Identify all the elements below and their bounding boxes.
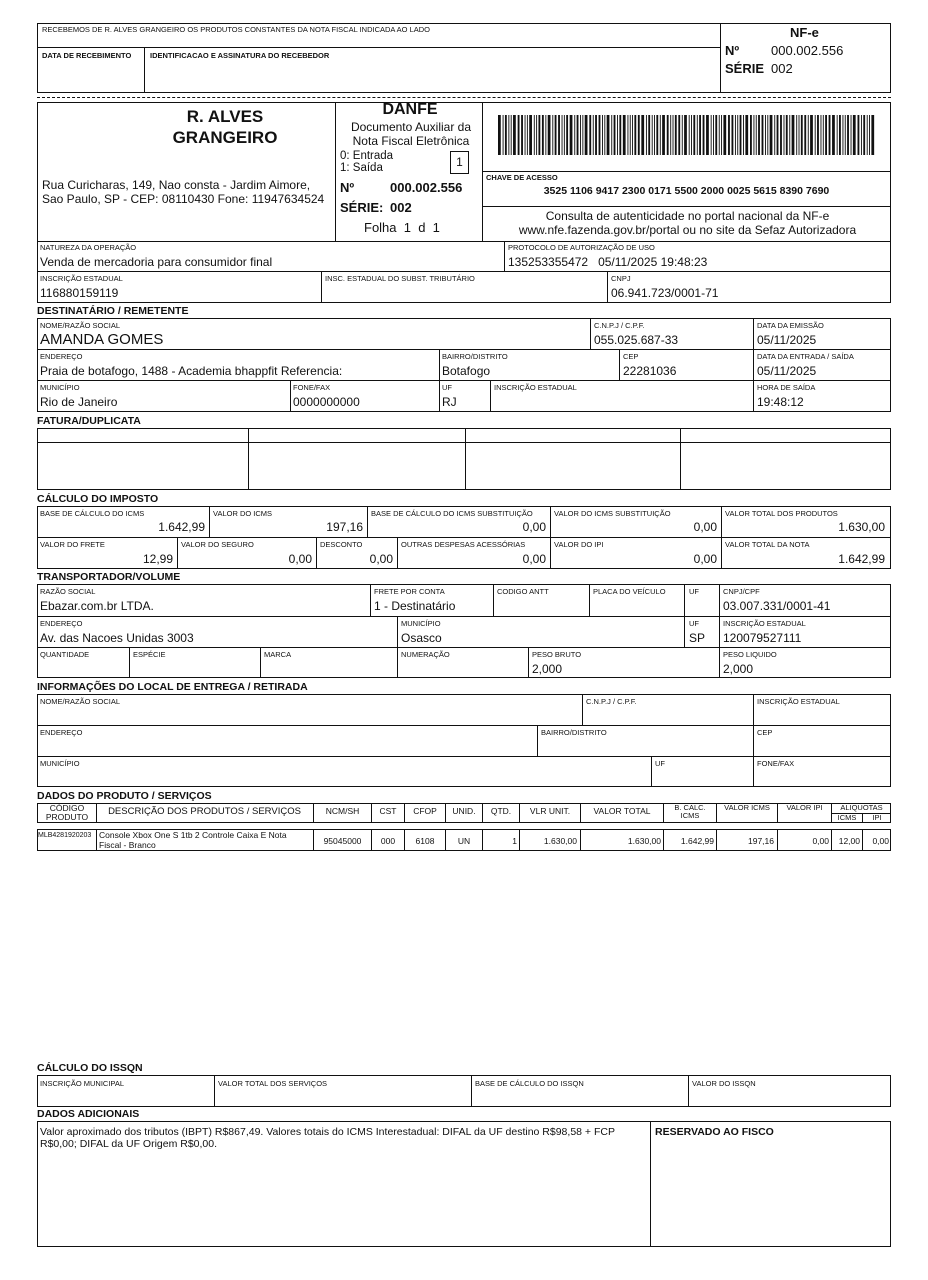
- barcode-bar: [678, 115, 680, 155]
- barcode-bar: [589, 115, 591, 155]
- barcode-bar: [654, 115, 655, 155]
- total: 1.642,99: [838, 552, 885, 566]
- barcode-bar: [837, 115, 838, 155]
- ent-cep-label: CEP: [757, 728, 773, 737]
- dest-uf-label: UF: [442, 383, 452, 392]
- barcode-bar: [799, 115, 800, 155]
- protocolo-label: PROTOCOLO DE AUTORIZAÇÃO DE USO: [508, 243, 655, 252]
- barcode-bar: [762, 115, 764, 155]
- canhoto-numero-label: Nº: [725, 43, 740, 58]
- th-vunit: VLR UNIT.: [529, 806, 571, 816]
- barcode-bar: [711, 115, 712, 155]
- operacao-box: [37, 241, 891, 303]
- barcode-bar: [737, 115, 738, 155]
- dest-municipio-label: MUNICÍPIO: [40, 383, 80, 392]
- td-vunit: 1.630,00: [543, 836, 577, 846]
- bc-st: 0,00: [522, 520, 546, 534]
- barcode-bar: [753, 115, 754, 155]
- th-descricao: DESCRIÇÃO DOS PRODUTOS / SERVIÇOS: [108, 806, 301, 817]
- ie-label: INSCRIÇÃO ESTADUAL: [40, 274, 123, 283]
- tr-marca-label: MARCA: [264, 650, 292, 659]
- tr-razao-label: RAZÃO SOCIAL: [40, 587, 96, 596]
- dest-cep-label: CEP: [623, 352, 639, 361]
- barcode-bar: [521, 115, 523, 155]
- barcode-bar: [706, 115, 709, 155]
- dest-nome-label: NOME/RAZÃO SOCIAL: [40, 321, 121, 330]
- barcode-bar: [693, 115, 695, 155]
- tr-municipio: Osasco: [401, 631, 442, 645]
- barcode-bar: [682, 115, 683, 155]
- tr-endereco-label: ENDEREÇO: [40, 619, 83, 628]
- barcode-bar: [667, 115, 669, 155]
- natureza-label: NATUREZA DA OPERAÇÃO: [40, 243, 137, 252]
- barcode-bar: [505, 115, 507, 155]
- dest-fone: 0000000000: [293, 395, 360, 409]
- v-prod: 1.630,00: [838, 520, 885, 534]
- chave-value: 3525 1106 9417 2300 0171 5500 2000 0025 5615 8390 7690: [543, 185, 830, 197]
- barcode-bar: [638, 115, 640, 155]
- barcode-bar: [527, 115, 528, 155]
- reservado-fisco: RESERVADO AO FISCO: [655, 1126, 774, 1138]
- ent-uf-label: UF: [655, 759, 665, 768]
- barcode-bar: [815, 115, 816, 155]
- danfe-title: DANFE: [382, 101, 438, 118]
- ie-st-label: INSC. ESTADUAL DO SUBST. TRIBUTÁRIO: [325, 274, 475, 283]
- barcode-bar: [611, 115, 612, 155]
- dest-ie-label: INSCRIÇÃO ESTADUAL: [494, 383, 577, 392]
- barcode-bar: [684, 115, 687, 155]
- td-vtotal: 1.630,00: [627, 836, 661, 846]
- tr-antt-label: CODIGO ANTT: [497, 587, 549, 596]
- v-icms: 197,16: [326, 520, 363, 534]
- barcode-bar: [867, 115, 868, 155]
- barcode-bar: [839, 115, 841, 155]
- tr-especie-label: ESPÉCIE: [133, 650, 166, 659]
- barcode-bar: [829, 115, 831, 155]
- barcode-bar: [508, 115, 509, 155]
- barcode-bar: [542, 115, 544, 155]
- td-descricao: Console Xbox One S 1tb 2 Controle Caixa E Nota Fiscal - Branco: [99, 830, 287, 850]
- barcode-bar: [786, 115, 788, 155]
- bc-icms-label: BASE DE CÁLCULO DO ICMS: [40, 509, 145, 518]
- barcode-bar: [648, 115, 650, 155]
- fatura-box: [37, 428, 891, 490]
- th-ncm: NCM/SH: [325, 806, 360, 816]
- barcode-bar: [595, 115, 597, 155]
- danfe-entrada: 0: Entrada: [340, 150, 394, 162]
- dest-entrada-saida: 05/11/2025: [757, 364, 817, 378]
- dest-emissao: 05/11/2025: [757, 333, 817, 347]
- td-cst: 000: [380, 836, 396, 846]
- tr-peso-liquido-label: PESO LIQUIDO: [723, 650, 777, 659]
- outras: 0,00: [522, 552, 546, 566]
- barcode-bar: [796, 115, 797, 155]
- tr-razao: Ebazar.com.br LTDA.: [40, 599, 154, 613]
- dest-hora-label: HORA DE SAÍDA: [757, 383, 816, 392]
- destinatario-section: DESTINATÁRIO / REMETENTE: [37, 305, 189, 317]
- barcode-bar: [607, 115, 610, 155]
- consulta-text: Consulta de autenticidade no portal nacional da NF-e www.nfe.fazenda.gov.br/portal ou no site da Sefaz Autorizadora: [518, 209, 857, 237]
- dest-uf: RJ: [442, 395, 457, 409]
- barcode-bar: [721, 115, 722, 155]
- tr-peso-bruto: 2,000: [532, 662, 563, 676]
- ipi-label: VALOR DO IPI: [554, 540, 604, 549]
- v-st: 0,00: [693, 520, 717, 534]
- barcode-bar: [503, 115, 504, 155]
- barcode-bar: [847, 115, 849, 155]
- issqn-section: CÁLCULO DO ISSQN: [37, 1062, 143, 1074]
- danfe-numero-label: Nº: [340, 180, 355, 195]
- barcode-bar: [728, 115, 730, 155]
- barcode-bar: [715, 115, 717, 155]
- canhoto-serie: 002: [771, 61, 793, 76]
- barcode-bar: [703, 115, 705, 155]
- tr-peso-bruto-label: PESO BRUTO: [532, 650, 582, 659]
- tr-municipio-label: MUNICÍPIO: [401, 619, 441, 628]
- issqn-vserv-label: VALOR TOTAL DOS SERVIÇOS: [218, 1079, 328, 1088]
- dest-endereco-label: ENDEREÇO: [40, 352, 83, 361]
- barcode-bar: [662, 115, 665, 155]
- barcode-bar: [570, 115, 573, 155]
- dest-cep: 22281036: [623, 364, 677, 378]
- barcode-bar: [632, 115, 633, 155]
- th-vipi: VALOR IPI: [786, 803, 823, 812]
- tr-cnpj: 03.007.331/0001-41: [723, 599, 831, 613]
- canhoto-recebemos: RECEBEMOS DE R. ALVES GRANGEIRO OS PRODUTOS CONSTANTES DA NOTA FISCAL INDICADA AO LADO: [42, 25, 431, 34]
- barcode-bar: [863, 115, 865, 155]
- danfe-saida: 1: Saída: [340, 162, 383, 174]
- cnpj-value: 06.941.723/0001-71: [611, 286, 719, 300]
- ent-ie-label: INSCRIÇÃO ESTADUAL: [757, 697, 840, 706]
- barcode-bar: [577, 115, 579, 155]
- issqn-box: [37, 1075, 891, 1107]
- barcode-bar: [548, 115, 551, 155]
- canhoto-numero: 000.002.556: [771, 43, 844, 58]
- tr-endereco: Av. das Nacoes Unidas 3003: [40, 631, 194, 645]
- ent-fone-label: FONE/FAX: [757, 759, 795, 768]
- barcode-bar: [656, 115, 658, 155]
- barcode-bar: [580, 115, 581, 155]
- barcode-bar: [673, 115, 674, 155]
- barcode-bar: [599, 115, 601, 155]
- adicionais-section: DADOS ADICIONAIS: [37, 1108, 140, 1120]
- dest-entrada-saida-label: DATA DA ENTRADA / SAÍDA: [757, 352, 854, 361]
- ent-nome-label: NOME/RAZÃO SOCIAL: [40, 697, 121, 706]
- canhoto-serie-label: SÉRIE: [725, 61, 765, 76]
- barcode-bar: [832, 115, 835, 155]
- tr-ie-label: INSCRIÇÃO ESTADUAL: [723, 619, 806, 628]
- barcode-bar: [789, 115, 790, 155]
- barcode-bar: [627, 115, 628, 155]
- produtos-section: DADOS DO PRODUTO / SERVIÇOS: [37, 790, 212, 802]
- dest-cpf: 055.025.687-33: [594, 333, 679, 347]
- dest-hora: 19:48:12: [757, 395, 804, 409]
- barcode-bar: [817, 115, 819, 155]
- barcode-bar: [758, 115, 760, 155]
- barcode-bar: [732, 115, 734, 155]
- desconto-label: DESCONTO: [320, 540, 363, 549]
- barcode-bar: [641, 115, 644, 155]
- barcode-bar: [511, 115, 512, 155]
- barcode-bar: [498, 115, 501, 155]
- barcode-bar: [558, 115, 560, 155]
- identificacao-label: IDENTIFICACAO E ASSINATURA DO RECEBEDOR: [150, 51, 330, 60]
- barcode-bar: [780, 115, 782, 155]
- barcode-bar: [691, 115, 692, 155]
- barcode-bar: [564, 115, 565, 155]
- th-bc: B. CALC. ICMS: [674, 803, 706, 820]
- frete-label: VALOR DO FRETE: [40, 540, 105, 549]
- dest-cpf-label: C.N.P.J / C.P.F.: [594, 321, 645, 330]
- barcode-bar: [646, 115, 647, 155]
- tr-ie: 120079527111: [723, 631, 802, 645]
- barcode-bar: [743, 115, 744, 155]
- barcode-bar: [808, 115, 809, 155]
- tr-numeracao-label: NUMERAÇÃO: [401, 650, 450, 659]
- barcode-bar: [777, 115, 779, 155]
- barcode-bar: [825, 115, 827, 155]
- barcode-bar: [765, 115, 766, 155]
- issqn-bc-label: BASE DE CÁLCULO DO ISSQN: [475, 1079, 584, 1088]
- danfe-numero: 000.002.556: [390, 180, 463, 195]
- danfe-subtitle: Documento Auxiliar da Nota Fiscal Eletrônica: [350, 120, 472, 148]
- barcode-bar: [585, 115, 588, 155]
- dest-bairro: Botafogo: [442, 364, 491, 378]
- natureza-value: Venda de mercadoria para consumidor final: [40, 255, 273, 269]
- barcode-bar: [525, 115, 526, 155]
- tr-uf2-label: UF: [689, 619, 699, 628]
- ent-bairro-label: BAIRRO/DISTRITO: [541, 728, 607, 737]
- dest-bairro-label: BAIRRO/DISTRITO: [442, 352, 508, 361]
- barcode: [498, 115, 876, 155]
- td-vicms: 197,16: [748, 836, 774, 846]
- barcode-bar: [614, 115, 616, 155]
- tr-frete-label: FRETE POR CONTA: [374, 587, 445, 596]
- barcode-bar: [545, 115, 546, 155]
- barcode-bar: [735, 115, 736, 155]
- barcode-bar: [810, 115, 813, 155]
- barcode-bar: [792, 115, 795, 155]
- barcode-bar: [851, 115, 852, 155]
- desconto: 0,00: [369, 552, 393, 566]
- barcode-bar: [858, 115, 860, 155]
- issqn-v-label: VALOR DO ISSQN: [692, 1079, 756, 1088]
- seguro: 0,00: [288, 552, 312, 566]
- barcode-bar: [623, 115, 626, 155]
- barcode-bar: [602, 115, 603, 155]
- barcode-bar: [719, 115, 720, 155]
- th-vicms: VALOR ICMS: [724, 803, 770, 812]
- fatura-section: FATURA/DUPLICATA: [37, 415, 141, 427]
- danfe-tipo: 1: [450, 151, 469, 174]
- barcode-bar: [566, 115, 568, 155]
- barcode-bar: [617, 115, 618, 155]
- barcode-bar: [804, 115, 806, 155]
- v-icms-label: VALOR DO ICMS: [213, 509, 273, 518]
- frete: 12,99: [142, 552, 173, 566]
- entrega-section: INFORMAÇÕES DO LOCAL DE ENTREGA / RETIRADA: [37, 681, 308, 693]
- barcode-bar: [538, 115, 540, 155]
- dest-fone-label: FONE/FAX: [293, 383, 331, 392]
- ie-value: 116880159119: [40, 286, 119, 300]
- data-recebimento-label: DATA DE RECEBIMENTO: [42, 51, 132, 60]
- barcode-bar: [774, 115, 775, 155]
- th-qtd: QTD.: [490, 806, 512, 816]
- barcode-bar: [801, 115, 803, 155]
- barcode-bar: [713, 115, 714, 155]
- td-cfop: 6108: [415, 836, 435, 846]
- barcode-bar: [518, 115, 520, 155]
- barcode-bar: [604, 115, 605, 155]
- barcode-bar: [689, 115, 690, 155]
- entrega-box: [37, 694, 891, 787]
- barcode-bar: [574, 115, 575, 155]
- dest-emissao-label: DATA DA EMISSÃO: [757, 321, 824, 330]
- protocolo-value: 135253355472 05/11/2025 19:48:23: [508, 255, 708, 269]
- barcode-bar: [745, 115, 748, 155]
- dest-endereco: Praia de botafogo, 1488 - Academia bhappfit Referencia:: [40, 364, 343, 378]
- barcode-bar: [740, 115, 742, 155]
- th-codigo: CÓDIGO PRODUTO: [45, 803, 89, 822]
- table-column-divider: [96, 829, 97, 851]
- dest-nome: AMANDA GOMES: [40, 331, 164, 348]
- cut-line: [37, 97, 891, 98]
- tr-frete: 1 - Destinatário: [374, 599, 456, 613]
- ent-endereco-label: ENDEREÇO: [40, 728, 83, 737]
- th-unid: UNID.: [452, 806, 476, 816]
- barcode-bar: [723, 115, 726, 155]
- barcode-bar: [842, 115, 843, 155]
- th-cfop: CFOP: [413, 806, 437, 816]
- td-bc: 1.642,99: [680, 836, 714, 846]
- imposto-section: CÁLCULO DO IMPOSTO: [37, 493, 159, 505]
- issqn-im-label: INSCRIÇÃO MUNICIPAL: [40, 1079, 125, 1088]
- chave-label: CHAVE DE ACESSO: [486, 173, 558, 182]
- th-cst: CST: [379, 806, 397, 816]
- barcode-bar: [534, 115, 535, 155]
- emitente-endereco: Rua Curicharas, 149, Nao consta - Jardim Aimore, Sao Paulo, SP - CEP: 08110430 Fone: 11947634524: [42, 178, 325, 206]
- barcode-bar: [853, 115, 856, 155]
- barcode-bar: [869, 115, 870, 155]
- tr-quantidade-label: QUANTIDADE: [40, 650, 90, 659]
- danfe-serie-label: SÉRIE:: [340, 200, 384, 215]
- th-aliquotas: ALIQUOTAS: [840, 803, 883, 812]
- barcode-bar: [767, 115, 768, 155]
- barcode-bar: [513, 115, 516, 155]
- transportador-section: TRANSPORTADOR/VOLUME: [37, 571, 181, 583]
- tr-uf2: SP: [689, 631, 706, 645]
- danfe-serie: 002: [390, 200, 412, 215]
- barcode-bar: [845, 115, 846, 155]
- total-label: VALOR TOTAL DA NOTA: [725, 540, 810, 549]
- v-st-label: VALOR DO ICMS SUBSTITUIÇÃO: [554, 509, 671, 518]
- barcode-bar: [660, 115, 661, 155]
- barcode-bar: [784, 115, 785, 155]
- td-aicms: 12,00: [838, 836, 860, 846]
- td-ncm: 95045000: [323, 836, 362, 846]
- th-aipi: IPI: [872, 813, 882, 822]
- barcode-bar: [823, 115, 824, 155]
- barcode-bar: [750, 115, 752, 155]
- barcode-bar: [699, 115, 701, 155]
- emitente-nome: R. ALVES GRANGEIRO: [172, 107, 278, 147]
- ent-municipio-label: MUNICÍPIO: [40, 759, 80, 768]
- outras-label: OUTRAS DESPESAS ACESSÓRIAS: [401, 540, 526, 549]
- ipi: 0,00: [693, 552, 717, 566]
- v-prod-label: VALOR TOTAL DOS PRODUTOS: [725, 509, 838, 518]
- tr-peso-liquido: 2,000: [723, 662, 754, 676]
- barcode-bar: [536, 115, 537, 155]
- tr-cnpj-label: CNPJ/CPF: [723, 587, 760, 596]
- barcode-bar: [562, 115, 563, 155]
- ent-cpf-label: C.N.P.J / C.P.F.: [586, 697, 637, 706]
- cnpj-label: CNPJ: [611, 274, 631, 283]
- barcode-bar: [871, 115, 874, 155]
- bc-icms: 1.642,99: [158, 520, 205, 534]
- barcode-bar: [555, 115, 557, 155]
- td-codigo: MLB4281920203: [38, 832, 92, 839]
- td-vipi: 0,00: [812, 836, 829, 846]
- td-aipi: 0,00: [872, 836, 889, 846]
- barcode-bar: [529, 115, 532, 155]
- barcode-bar: [552, 115, 553, 155]
- barcode-bar: [756, 115, 757, 155]
- th-vtotal: VALOR TOTAL: [593, 806, 651, 816]
- th-aicms: ICMS: [837, 813, 857, 822]
- nfe-title: NF-e: [790, 25, 819, 40]
- barcode-bar: [675, 115, 677, 155]
- adicionais-info: Valor aproximado dos tributos (IBPT) R$867,49. Valores totais do ICMS Interestadual: DIFAL da UF destino R$98,58 + FCP R$0,00; DIFAL da UF Origem R$0,00.: [40, 1126, 615, 1150]
- tr-placa-label: PLACA DO VEÍCULO: [593, 587, 666, 596]
- barcode-bar: [619, 115, 621, 155]
- barcode-bar: [821, 115, 822, 155]
- barcode-bar: [630, 115, 631, 155]
- barcode-bar: [634, 115, 636, 155]
- barcode-bar: [770, 115, 773, 155]
- td-qtd: 1: [512, 836, 517, 846]
- barcode-bar: [697, 115, 698, 155]
- barcode-bar: [670, 115, 671, 155]
- dest-municipio: Rio de Janeiro: [40, 395, 118, 409]
- barcode-bar: [582, 115, 583, 155]
- danfe-folha: Folha 1 d 1: [364, 220, 440, 235]
- barcode-bar: [861, 115, 862, 155]
- td-unid: UN: [457, 836, 471, 846]
- barcode-bar: [593, 115, 594, 155]
- bc-st-label: BASE DE CÁLCULO DO ICMS SUBSTITUIÇÃO: [371, 509, 533, 518]
- seguro-label: VALOR DO SEGURO: [181, 540, 254, 549]
- barcode-bar: [652, 115, 653, 155]
- tr-uf-label: UF: [689, 587, 699, 596]
